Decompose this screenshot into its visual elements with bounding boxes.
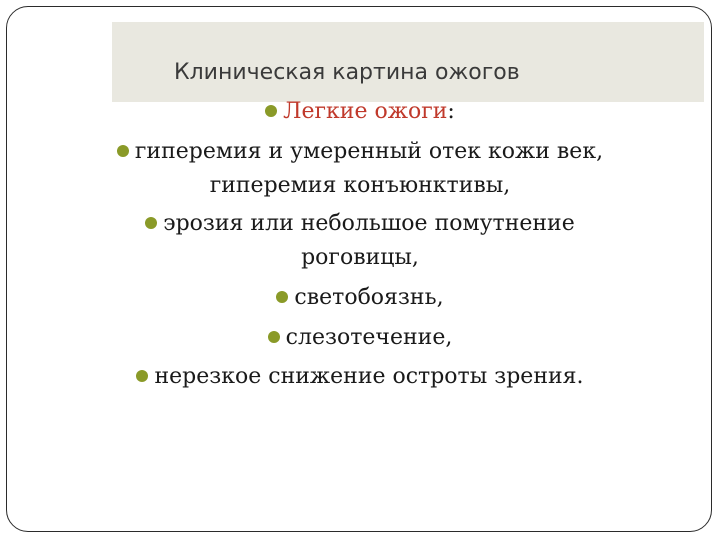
list-item <box>0 364 720 389</box>
list-item-text: эрозия или небольшое помутнение <box>163 211 575 236</box>
list-item-text: роговицы, <box>301 245 419 270</box>
bullet-icon <box>276 291 288 303</box>
slide-title: Клиническая картина ожогов <box>174 60 520 85</box>
bullet-icon <box>136 370 148 382</box>
list-item <box>0 325 720 350</box>
list-item-text: гиперемия конъюнктивы, <box>209 173 511 198</box>
list-item-text: нерезкое снижение остроты зрения. <box>154 364 584 389</box>
list-item-text: светобоязнь, <box>294 285 444 310</box>
bullet-icon <box>117 145 129 157</box>
list-item <box>0 285 720 310</box>
heading-line <box>0 99 720 124</box>
list-item-continuation <box>0 245 720 270</box>
list-item-continuation <box>0 173 720 198</box>
list-item-text: слезотечение, <box>285 325 453 350</box>
bullet-icon <box>145 217 157 229</box>
heading-text: Легкие ожоги <box>283 99 448 124</box>
list-item <box>0 139 720 164</box>
bullet-icon <box>265 105 277 117</box>
bullet-icon <box>268 331 280 343</box>
list-item-text: гиперемия и умеренный отек кожи век, <box>134 139 604 164</box>
heading-colon: : <box>447 99 455 124</box>
list-item <box>0 211 720 236</box>
